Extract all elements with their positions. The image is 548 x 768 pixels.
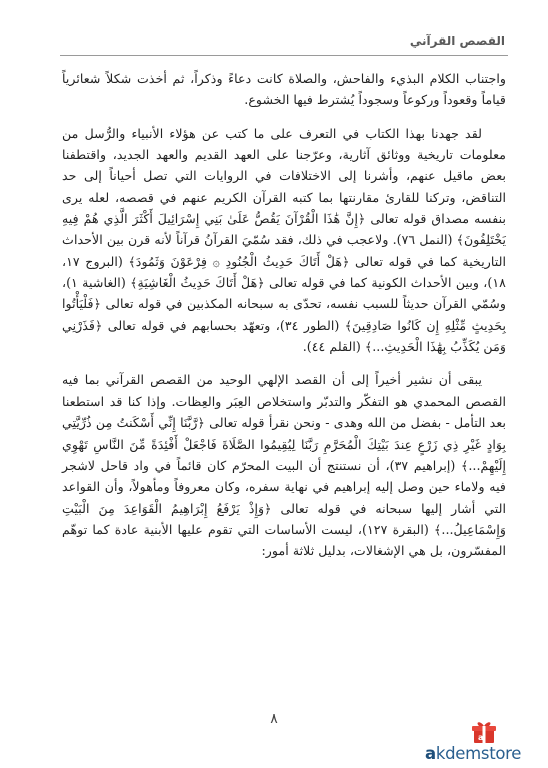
page-number: ٨ bbox=[270, 711, 278, 727]
gift-box-icon bbox=[471, 720, 497, 744]
header-divider bbox=[60, 55, 508, 56]
paragraph-continuation: واجتناب الكلام البذيء والفاحش، والصلاة كانت دعاءً وذكراً، ثم أخذت شكلاً شعائرياً قياماً وقعوداً وركوعاً وسجوداً يُشترط فيها الخشوع. bbox=[62, 71, 506, 108]
svg-text:a: a bbox=[478, 733, 484, 742]
store-watermark-logo bbox=[425, 720, 543, 766]
paragraph-book-purpose: لقد جهدنا بهذا الكتاب في التعرف على ما كتب عن هؤلاء الأنبياء والرُّسل من معلومات تاريخية ووثائق آثارية، وعرّجنا على العهد القديم والعهد الجديد، واقتطفنا بعض ماقيل عنهم، وأشرنا إلى الاختلافات في الروايات التي تصل أحياناً إلى حد التناقض، وتركنا للقارئ مقارنتها بما كتبه القرآن الكريم عنهم في قصصه، لعله يرى بنفسه مصداق قوله تعالى ﴿إِنَّ هَٰذَا الْقُرْآنَ يَقُصُّ عَلَىٰ بَنِي إِسْرَائِيلَ أَكْثَرَ الَّذِي هُمْ فِيهِ يَخْتَلِفُونَ﴾ (النمل ٧٦). ولاعجب في ذلك، فقد سُمّيَ القرآنُ قرآناً لأنه قرن بين الأحداث التاريخية كما في قوله تعالى ﴿هَلْ أَتَاكَ حَدِيثُ الْجُنُودِ ۞ فِرْعَوْنَ وَثَمُودَ﴾ (البروج ١٧، ١٨)، وبين الأحداث الكونية كما في قوله تعالى ﴿هَلْ أَتَاكَ حَدِيثُ الْغَاشِيَةِ﴾ (الغاشية ١)، وسُمّي القرآن حديثاً للسبب نفسه، تحدّى به سبحانه المكذبين في قوله تعالى ﴿فَلْيَأْتُوا بِحَدِيثٍ مِّثْلِهِ إِن كَانُوا صَادِقِينَ﴾ (الطور ٣٤)، وتعهّد بحسابهم في قوله تعالى ﴿فَذَرْنِي وَمَن يُكَذِّبُ بِهَٰذَا الْحَدِيثِ...﴾ (القلم ٤٤). bbox=[62, 125, 506, 355]
paragraph-divine-intent: يبقى أن نشير أخيراً إلى أن القصد الإلهي الوحيد من القصص القرآني بما فيه القصص المحمدي هو التفكّر والتدبّر واستخلاص العِبَر والعِظات. وإذا كنا قد استطعنا بعد التأمل - بفضل من الله وهدى - ونحن نقرأ قوله تعالى ﴿رَّبَّنَا إِنِّي أَسْكَنتُ مِن ذُرِّيَّتِي بِوَادٍ غَيْرِ ذِي زَرْعٍ عِندَ بَيْتِكَ الْمُحَرَّمِ رَبَّنَا لِيُقِيمُوا الصَّلَاةَ فَاجْعَلْ أَفْئِدَةً مِّنَ النَّاسِ تَهْوِي إِلَيْهِمْ...﴾ (إبراهيم ٣٧)، أن نستنتج أن البيت المحرّم كان قائماً في واد قاحل لاشجر فيه ولاماء حين وصل إليه إبراهيم في نهاية سفره، وكان معروفاً ومأهولاً، وأن القواعد التي أشار إليها سبحانه في قوله تعالى ﴿وَإِذْ يَرْفَعُ إِبْرَاهِيمُ الْقَوَاعِدَ مِنَ الْبَيْتِ وَإِسْمَاعِيلُ...﴾ (البقرة ١٢٧)، ليست الأساسات التي تقوم عليها الأبنية عادة كما توهّم المفسّرون، بل هي الإشغالات، بدليل ثلاثة أمور: bbox=[62, 372, 506, 559]
running-header-title: القصص القرآني bbox=[409, 34, 505, 48]
store-name-wordmark: akdemstore bbox=[425, 744, 522, 763]
page-body bbox=[62, 68, 506, 562]
